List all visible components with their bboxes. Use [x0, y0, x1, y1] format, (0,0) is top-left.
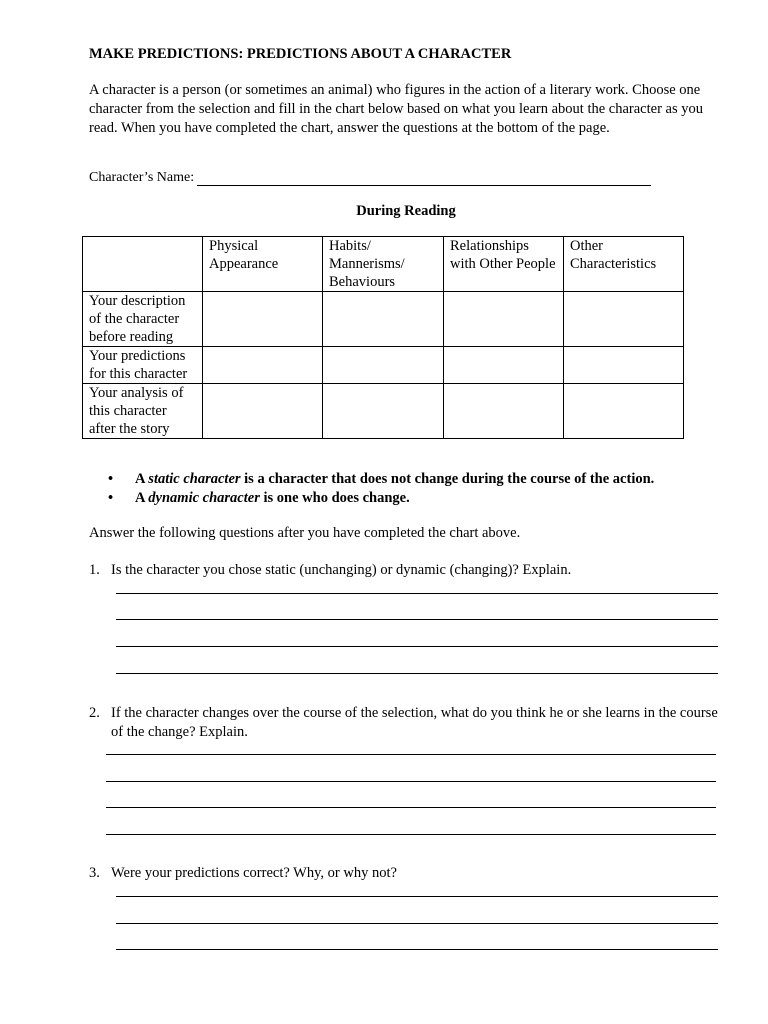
- chart-cell[interactable]: [564, 292, 684, 347]
- chart-cell[interactable]: [444, 347, 564, 384]
- chart-header-cell: Physical Appearance: [203, 237, 323, 292]
- answer-line[interactable]: [116, 896, 718, 897]
- definition-item: • A dynamic character is one who does change.: [108, 489, 654, 508]
- question-3: [89, 864, 721, 883]
- chart-row: [83, 384, 684, 439]
- question-text: If the character changes over the course of the selection, what do you think he or she learns in the course of the change? Explain.: [111, 705, 718, 740]
- definition-item: • A static character is a character that does not change during the course of the action.: [108, 470, 654, 489]
- chart-cell[interactable]: [444, 384, 564, 439]
- answer-line[interactable]: [116, 673, 718, 674]
- chart-header-cell: Habits/ Mannerisms/ Behaviours: [323, 237, 444, 292]
- character-name-line[interactable]: [197, 170, 651, 186]
- chart-cell[interactable]: [323, 347, 444, 384]
- chart-cell[interactable]: [323, 292, 444, 347]
- question-number: 1.: [89, 562, 100, 578]
- character-chart: [82, 236, 684, 439]
- chart-cell[interactable]: [444, 292, 564, 347]
- chart-header-row: [83, 237, 684, 292]
- chart-row-label: Your analysis of this character after the story: [83, 384, 203, 439]
- answer-line[interactable]: [106, 781, 716, 782]
- chart-cell[interactable]: [564, 347, 684, 384]
- definition-term: static character: [148, 471, 241, 487]
- question-number: 2.: [89, 705, 100, 721]
- chart-row: [83, 292, 684, 347]
- character-name-label: Character’s Name:: [89, 170, 195, 185]
- chart-row: [83, 347, 684, 384]
- instruction-text: Answer the following questions after you have completed the chart above.: [89, 525, 521, 541]
- answer-line[interactable]: [106, 807, 716, 808]
- definition-term: dynamic character: [148, 490, 260, 506]
- answer-line[interactable]: [116, 949, 718, 950]
- question-1: [89, 561, 721, 580]
- chart-header-cell: Other Characteristics: [564, 237, 684, 292]
- answer-line[interactable]: [116, 646, 718, 647]
- definitions-list: [108, 470, 654, 508]
- chart-cell[interactable]: [564, 384, 684, 439]
- answer-line[interactable]: [116, 619, 718, 620]
- question-text: Is the character you chose static (unchanging) or dynamic (changing)? Explain.: [111, 562, 572, 578]
- question-number: 3.: [89, 865, 100, 881]
- question-2: [89, 704, 721, 742]
- chart-cell[interactable]: [203, 347, 323, 384]
- chart-row-label: Your predictions for this character: [83, 347, 203, 384]
- chart-cell[interactable]: [203, 292, 323, 347]
- answer-line[interactable]: [116, 923, 718, 924]
- question-text: Were your predictions correct? Why, or why not?: [111, 865, 397, 881]
- character-name-row: [89, 170, 651, 186]
- answer-line[interactable]: [106, 754, 716, 755]
- chart-header-cell: Relationships with Other People: [444, 237, 564, 292]
- chart-row-label: Your description of the character before reading: [83, 292, 203, 347]
- chart-cell[interactable]: [323, 384, 444, 439]
- chart-header-cell: [83, 237, 203, 292]
- answer-line[interactable]: [106, 834, 716, 835]
- answer-line[interactable]: [116, 593, 718, 594]
- during-reading-heading: During Reading: [356, 203, 456, 219]
- worksheet-title: MAKE PREDICTIONS: PREDICTIONS ABOUT A CHARACTER: [89, 46, 512, 62]
- intro-paragraph: A character is a person (or sometimes an animal) who figures in the action of a literary work. Choose one character from the selection and fill in the chart below based on what you learn about the character as you read. When you have completed the chart, answer the questions at the bottom of the page.: [89, 82, 703, 136]
- chart-cell[interactable]: [203, 384, 323, 439]
